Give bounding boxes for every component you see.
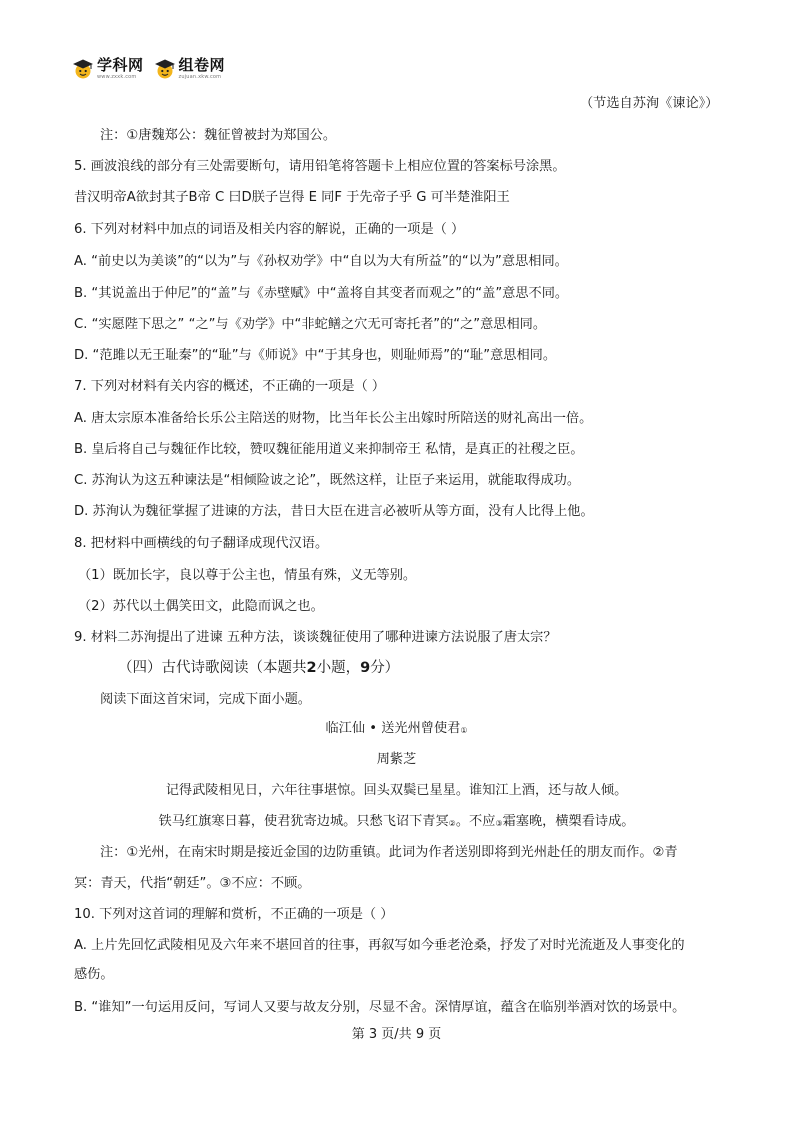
q6-option-a: A. “前史以为美谈”的“以为”与《孙权劝学》中“自以为大有所益”的“以为”意思相同。 [74, 254, 568, 269]
source-citation: （节选自苏洵《谏论》） [580, 96, 719, 111]
q5-stem: 5. 画波浪线的部分有三处需要断句，请用铅笔将答题卡上相应位置的答案标号涂黑。 [74, 159, 566, 174]
q7-stem: 7. 下列对材料有关内容的概述，不正确的一项是（ ） [74, 379, 386, 394]
xuekewang-logo [72, 58, 144, 80]
logo1-url: www.zxxk.com [97, 74, 137, 80]
section-4-heading [118, 658, 399, 678]
poem-note-marker-3: ③ [495, 819, 503, 828]
q7-option-a: A. 唐太宗原本准备给长乐公主陪送的财物，比当年长公主出嫁时所陪送的财礼高出一倍。 [74, 411, 593, 426]
q7-option-b: B. 皇后将自己与魏征作比较，赞叹魏征能用道义来抑制帝王 私情，是真正的社稷之臣。 [74, 442, 584, 457]
q10-option-a-line-2: 感伤。 [74, 967, 114, 982]
poem-line-2-part-c: 霜塞晚，横槊看诗成。 [502, 814, 635, 829]
poem-line-2-part-a: 铁马红旗寒日暮，使君犹寄边城。只愁飞诏下青冥 [158, 814, 449, 829]
section-4-title-post: 分） [370, 660, 400, 676]
graduation-cap-icon [154, 58, 176, 80]
q5-text: 昔汉明帝A欲封其子B帝 C 曰D朕子岂得 E 同F 于先帝子乎 G 可半楚淮阳王 [74, 190, 510, 205]
note-1: 注：①唐魏郑公：魏征曾被封为郑国公。 [100, 128, 337, 143]
q8-item-2: （2）苏代以土偶笑田文，此隐而讽之也。 [78, 599, 324, 614]
poem-title-text: 临江仙 • 送光州曾使君 [325, 721, 461, 736]
poem-title [0, 719, 793, 741]
section-4-title-pre: （四）古代诗歌阅读（本题共 [118, 660, 307, 676]
poem-line-2 [0, 812, 793, 834]
poem-note-marker-2: ② [448, 819, 456, 828]
reading-intro: 阅读下面这首宋词，完成下面小题。 [100, 692, 311, 707]
q10-option-b: B. “谁知”一句运用反问，写词人又要与故友分别，尽显不舍。深情厚谊，蕴含在临别举酒对饮的场景中。 [74, 1000, 686, 1015]
header-logos [72, 58, 225, 92]
logo2-name: 组卷网 [178, 56, 226, 74]
logo2-url: zujuan.xkw.com [178, 74, 222, 80]
graduation-cap-icon [72, 58, 94, 80]
q10-stem: 10. 下列对这首词的理解和赏析，不正确的一项是（ ） [74, 907, 394, 922]
q8-stem: 8. 把材料中画横线的句子翻译成现代汉语。 [74, 536, 329, 551]
q6-stem: 6. 下列对材料中加点的词语及相关内容的解说，正确的一项是（ ） [74, 222, 465, 237]
note-2-line-1: 注：①光州，在南宋时期是接近金国的边防重镇。此词为作者送别即将到光州赴任的朋友而作。②青 [100, 845, 678, 860]
page-footer: 第 3 页/共 9 页 [351, 1027, 442, 1042]
q6-option-d: D. “范雎以无王耻秦”的“耻”与《师说》中“于其身也，则耻师焉”的“耻”意思相同。 [74, 348, 557, 363]
section-4-points: 9 [360, 660, 371, 676]
q8-item-1: （1）既加长字，良以尊于公主也，情虽有殊，义无等别。 [78, 568, 417, 583]
q9-stem: 9. 材料二苏洵提出了进谏 五种方法，谈谈魏征使用了哪种进谏方法说服了唐太宗？ [74, 630, 557, 645]
q7-option-c: C. 苏洵认为这五种谏法是“相倾险诐之论”，既然这样，让臣子来运用，就能取得成功。 [74, 473, 581, 488]
q6-option-c: C. “实愿陛下思之” “之”与《劝学》中“非蛇鳝之穴无可寄托者”的“之”意思相同。 [74, 317, 547, 332]
q7-option-d: D. 苏洵认为魏征掌握了进谏的方法，昔日大臣在进言必被听从等方面，没有人比得上他。 [74, 504, 594, 519]
poem-line-1: 记得武陵相见日，六年往事堪惊。回头双鬓已星星。谁知江上酒，还与故人倾。 [165, 783, 628, 798]
section-4-num-questions: 2 [306, 660, 317, 676]
logo1-name: 学科网 [97, 56, 144, 74]
section-4-title-mid: 小题， [316, 660, 361, 676]
zujuanwang-logo [154, 58, 226, 80]
q6-option-b: B. “其说盖出于仲尼”的“盖”与《赤壁赋》中“盖将自其变者而观之”的“盖”意思不同。 [74, 286, 569, 301]
poem-title-note-marker: ① [460, 726, 468, 735]
q10-option-a-line-1: A. 上片先回忆武陵相见及六年来不堪回首的往事，再叙写如今垂老沧桑，抒发了对时光流逝及人事变化的 [74, 938, 685, 953]
poem-author: 周紫芝 [376, 752, 417, 767]
poem-line-2-part-b: 。不应 [455, 814, 496, 829]
note-2-line-2: 冥：青天，代指“朝廷”。③不应：不顾。 [74, 876, 311, 891]
